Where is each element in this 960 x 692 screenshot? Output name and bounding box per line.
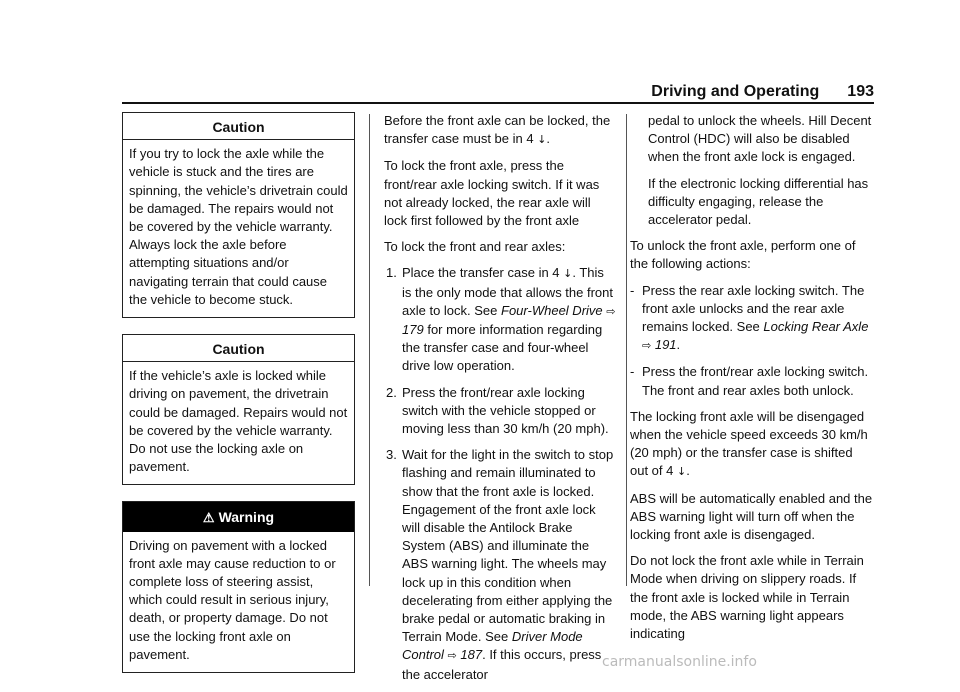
page-reference[interactable]: 179	[402, 322, 424, 338]
column-left	[122, 112, 355, 673]
page-ref-icon: ⇨	[606, 304, 616, 318]
paragraph: ABS will be automatically enabled and the ABS warning light will turn off when the locking front axle is disengaged.	[630, 490, 873, 543]
warning-body: Driving on pavement with a locked front axle may cause reduction to or complete loss of steering assist, which could result in serious injury, death, or property damage. Do not use the locking front axle on pavement.	[129, 537, 336, 662]
section-title: Driving and Operating	[651, 83, 820, 100]
page-reference[interactable]: 187	[460, 647, 483, 663]
caution-title: Caution	[123, 113, 354, 140]
paragraph: Before the front axle can be locked, the transfer case must be in 4 ↓.	[384, 113, 611, 147]
paragraph: Do not lock the front axle while in Terrain Mode when driving on slippery roads. If the front axle is locked while in Terrain mode, the ABS warning light appears indicating	[630, 553, 864, 642]
paragraph: pedal to unlock the wheels. Hill Decent Control (HDC) will also be disabled when the front axle lock is engaged.	[648, 113, 872, 165]
cross-reference-link[interactable]: Locking Rear Axle	[763, 319, 869, 335]
column-divider-2	[626, 114, 627, 586]
column-middle	[384, 112, 616, 692]
column-right	[630, 112, 874, 651]
cross-reference-link[interactable]: Four-Wheel Drive	[501, 302, 603, 318]
page-ref-icon: ⇨	[447, 649, 457, 663]
paragraph: If the electronic locking differential has difficulty engaging, release the accelerator pedal.	[648, 175, 869, 228]
warning-icon: ⚠	[202, 510, 215, 526]
paragraph: To unlock the front axle, perform one of the following actions:	[630, 238, 856, 272]
caution-body: If you try to lock the axle while the vehicle is stuck and the tires are spinning, the vehicle’s drivetrain could be damaged. The repairs would not be covered by the vehicle warranty. Always lock the axle before attempting situations and/or navigating terrain that could cause the vehicle to become stuck.	[129, 146, 348, 307]
warning-box	[122, 501, 355, 673]
caution-title: Caution	[123, 335, 354, 362]
low-range-icon: ↓	[677, 465, 687, 479]
list-item: - Press the front/rear axle locking switch. The front and rear axles both unlock.	[630, 364, 869, 398]
caution-body: If the vehicle’s axle is locked while driving on pavement, the drivetrain could be damaged. Repairs would not be covered by the vehicle warranty. Do not use the locking axle on pavement.	[129, 368, 348, 475]
list-item: - Press the rear axle locking switch. The front axle unlocks and the rear axle remains locked. See Locking Rear Axle ⇨ 191.	[630, 282, 869, 353]
low-range-icon: ↓	[563, 267, 573, 281]
low-range-icon: ↓	[537, 133, 547, 147]
lock-steps-list	[384, 264, 616, 683]
page-number: 193	[847, 83, 874, 100]
caution-box-2	[122, 334, 355, 485]
page-header	[122, 82, 874, 102]
warning-title: ⚠ Warning	[123, 502, 354, 531]
caution-box-1	[122, 112, 355, 318]
unlock-options-list	[630, 282, 874, 400]
paragraph: The locking front axle will be disengaged when the vehicle speed exceeds 30 km/h (20 mph) or the transfer case is shifted out of 4 ↓.	[630, 408, 868, 479]
page-ref-icon: ⇨	[642, 339, 652, 353]
list-item: 2. Press the front/rear axle locking switch with the vehicle stopped or moving less than 30 km/h (20 mph).	[386, 384, 609, 437]
page-reference[interactable]: 191	[654, 337, 677, 353]
list-item: 3. Wait for the light in the switch to stop flashing and remain illuminated to show that the front axle is locked. Engagement of the front axle lock will disable the Antilock Brake System (ABS) and illuminate the ABS warning light. The wheels may lock up in this condition when decelerating from either applying the brake pedal or automatic braking in Terrain Mode. See Driver Mode Control ⇨ 187. If this occurs, press the accelerator	[386, 447, 614, 682]
list-item: 1. Place the transfer case in 4 ↓. This is the only mode that allows the front axle to lock. See Four-Wheel Drive ⇨ 179 for more information regarding the transfer case and four-wheel drive low operation.	[386, 265, 616, 374]
column-divider-1	[369, 114, 370, 586]
watermark: carmanualsonline.info	[602, 654, 757, 670]
paragraph: To lock the front axle, press the front/rear axle locking switch. If it was not already locked, the rear axle will lock first followed by the front axle	[384, 158, 600, 229]
header-rule	[122, 102, 874, 104]
cross-reference-link[interactable]: Driver Mode Control	[402, 629, 583, 663]
paragraph: To lock the front and rear axles:	[384, 239, 566, 255]
